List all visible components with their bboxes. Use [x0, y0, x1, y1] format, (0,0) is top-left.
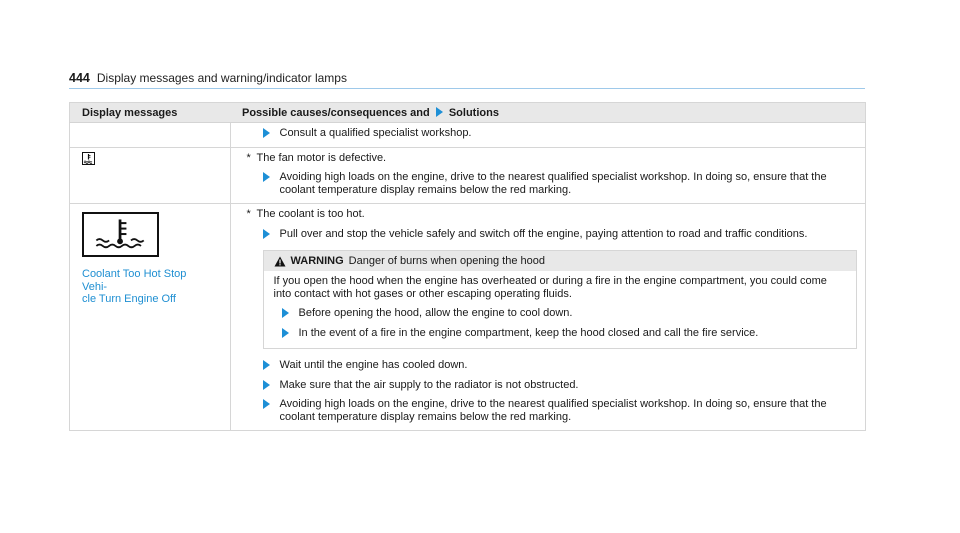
warning-body — [264, 271, 857, 348]
display-messages-table — [69, 102, 866, 431]
footnote-star: * — [246, 208, 251, 220]
coolant-temperature-icon — [82, 212, 159, 257]
cause-line — [247, 152, 858, 165]
coolant-message-line2: cle Turn Engine Off — [82, 293, 176, 305]
step-text: Avoiding high loads on the engine, drive to the nearest qualified specialist workshop. In doing so, ensure that the coolant temperature display remains below the red marking. — [279, 398, 827, 423]
step-text: Make sure that the air supply to the radiator is not obstructed. — [279, 378, 579, 391]
table-row — [70, 147, 866, 204]
step-text: Avoiding high loads on the engine, drive to the nearest qualified specialist workshop. In doing so, ensure that the coolant temperature display remains below the red marking. — [279, 171, 827, 196]
warning-text: If you open the hood when the engine has overheated or during a fire in the engine compartment, you could come into contact with hot gases or other escaping operating fluids. — [273, 275, 827, 300]
page-header — [69, 71, 865, 89]
warning-header — [264, 251, 857, 271]
list-item — [263, 379, 858, 392]
warning-triangle-icon — [274, 256, 286, 267]
fan-motor-icon — [82, 152, 95, 165]
arrow-icon — [263, 229, 270, 239]
warning-title: Danger of burns when opening the hood — [348, 255, 545, 267]
list-item — [282, 307, 847, 320]
col-header-solutions-text: Solutions — [448, 107, 499, 119]
cause-text: The coolant is too hot. — [256, 208, 365, 220]
arrow-icon — [263, 128, 270, 138]
arrow-icon — [263, 399, 270, 409]
arrow-icon — [263, 380, 270, 390]
list-item — [263, 127, 858, 140]
list-item — [263, 171, 858, 196]
list-item — [263, 398, 858, 423]
arrow-icon — [282, 308, 289, 318]
step-text: In the event of a fire in the engine compartment, keep the hood closed and call the fire service. — [298, 326, 759, 339]
step-text: Pull over and stop the vehicle safely and switch off the engine, paying attention to road and traffic conditions. — [279, 227, 808, 240]
warning-box — [263, 250, 858, 349]
arrow-icon — [436, 107, 443, 117]
page-number: 444 — [69, 71, 90, 85]
warning-label: WARNING — [290, 255, 344, 267]
table-row — [70, 204, 866, 431]
cause-text: The fan motor is defective. — [256, 151, 387, 164]
col-header-display-messages: Display messages — [70, 103, 231, 123]
arrow-icon — [263, 360, 270, 370]
arrow-icon — [263, 172, 270, 182]
coolant-message-line1: Coolant Too Hot Stop Vehi- — [82, 268, 187, 293]
footnote-star: * — [246, 151, 251, 164]
table-header-row — [70, 103, 866, 123]
coolant-message-label — [82, 268, 212, 306]
cause-line — [247, 208, 858, 221]
step-text: Wait until the engine has cooled down. — [279, 359, 468, 371]
list-item — [282, 327, 847, 340]
col-header-causes — [230, 103, 866, 123]
arrow-icon — [282, 328, 289, 338]
page-title: Display messages and warning/indicator lamps — [96, 71, 347, 85]
list-item — [263, 359, 858, 372]
step-text: Consult a qualified specialist workshop. — [279, 127, 472, 139]
col-header-causes-text: Possible causes/consequences and — [242, 107, 430, 119]
list-item — [263, 228, 858, 241]
step-text: Before opening the hood, allow the engine to cool down. — [298, 307, 573, 319]
table-row — [70, 123, 866, 148]
